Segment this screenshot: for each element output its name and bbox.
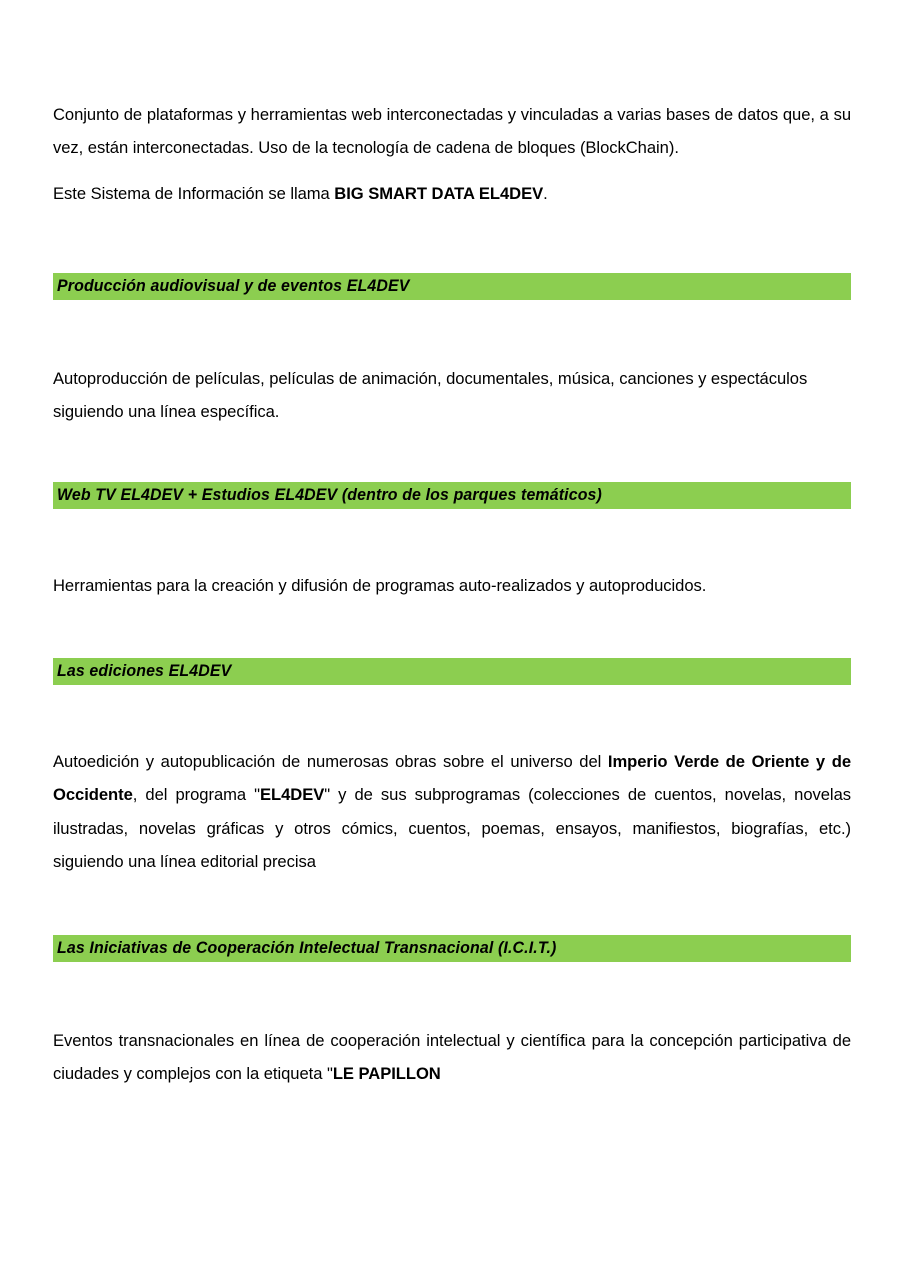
emphasis-le-papillon: LE PAPILLON (332, 1064, 441, 1084)
paragraph-text-tail: " y de sus subprogramas (colecciones de cuentos, novelas, novelas ilustradas, novelas gráficas y otros cómics, cuentos, poemas, ensayos, manifiestos, biografías, etc.) siguiendo una línea editorial precisa (53, 785, 851, 871)
heading-icit (53, 935, 851, 962)
paragraph-text: Herramientas para la creación y difusión de programas auto-realizados y autoproducidos. (53, 576, 707, 596)
spacer (53, 300, 851, 362)
paragraph-text-mid: , del programa " (132, 785, 260, 805)
emphasis-el4dev: EL4DEV (260, 785, 325, 805)
document-content (53, 0, 851, 1090)
paragraph-text: Autoproducción de películas, películas de animación, documentales, música, canciones y espectáculos siguiendo una línea específica. (53, 368, 808, 421)
paragraph-big-smart-data (53, 177, 851, 210)
spacer (53, 428, 851, 482)
paragraph-text-lead: Autoedición y autopublicación de numerosas obras sobre el universo del (53, 752, 608, 772)
paragraph-autoproduccion (53, 362, 851, 428)
heading-ediciones (53, 658, 851, 685)
heading-produccion-audiovisual (53, 273, 851, 300)
emphasis-imperio-verde: Imperio Verde de Oriente y de Occidente (53, 752, 852, 805)
spacer (53, 164, 851, 177)
heading-text: Las Iniciativas de Cooperación Intelectual Transnacional (I.C.I.T.) (57, 939, 557, 958)
heading-web-tv (53, 482, 851, 509)
heading-text: Producción audiovisual y de eventos EL4DEV (57, 276, 410, 295)
paragraph-text: Conjunto de plataformas y herramientas web interconectadas y vinculadas a varias bases de datos que, a su vez, están interconectadas. Uso de la tecnología de cadena de bloques (BlockChain). (53, 105, 851, 158)
spacer (53, 878, 851, 935)
paragraph-herramientas-difusion (53, 569, 851, 602)
spacer (53, 211, 851, 273)
paragraph-eventos-transnacionales (53, 1024, 851, 1090)
paragraph-text-lead: Eventos transnacionales en línea de cooperación intelectual y científica para la concepción participativa de ciudades y complejos con la etiqueta " (53, 1031, 851, 1084)
heading-text: Las ediciones EL4DEV (57, 662, 232, 681)
top-margin-spacer (53, 0, 851, 98)
spacer (53, 962, 851, 1024)
spacer (53, 685, 851, 745)
spacer (53, 509, 851, 569)
paragraph-autoedicion (53, 745, 851, 878)
spacer (53, 602, 851, 658)
paragraph-text-tail: . (543, 184, 548, 204)
heading-text: Web TV EL4DEV + Estudios EL4DEV (dentro de los parques temáticos) (57, 486, 602, 505)
paragraph-text-lead: Este Sistema de Información se llama (53, 184, 335, 204)
paragraph-intro-platforms (53, 98, 851, 164)
brand-name-big-smart-data: BIG SMART DATA EL4DEV (334, 184, 544, 204)
